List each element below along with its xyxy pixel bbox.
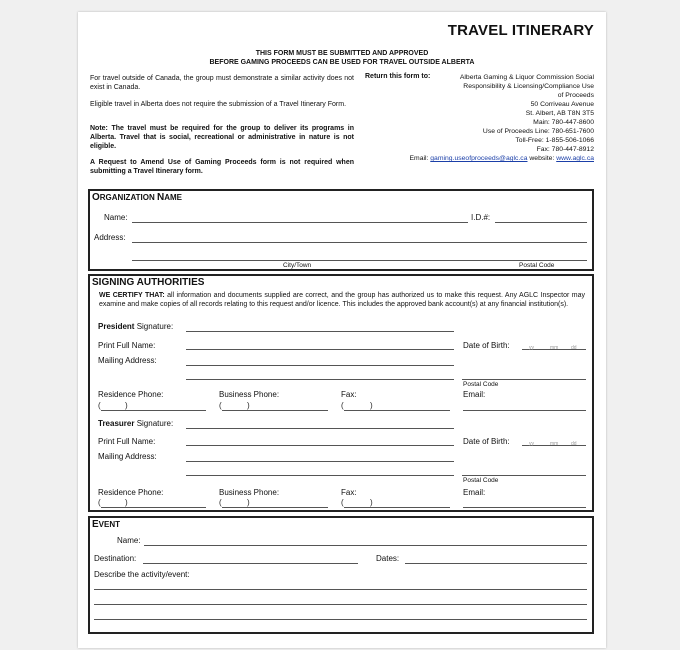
paren: ) [125, 401, 128, 410]
president-signature-label [98, 322, 173, 331]
heading-cap: O [92, 192, 100, 203]
treasurer-signature-field[interactable] [186, 428, 454, 429]
treasurer-residence-phone-field[interactable] [101, 507, 206, 508]
org-id-field[interactable] [495, 222, 587, 223]
signing-heading: SIGNING AUTHORITIES [92, 277, 205, 288]
president-business-phone-field[interactable] [222, 410, 328, 411]
treasurer-mailing-field-2[interactable] [186, 475, 454, 476]
email-link[interactable]: gaming.useofproceeds@aglc.ca [430, 155, 528, 162]
intro-paragraph-2: Eligible travel in Alberta does not require the submission of a Travel Itinerary Form. [90, 101, 347, 108]
form-page [78, 12, 606, 648]
treasurer-signature-label [98, 419, 173, 428]
president-postal-field[interactable] [462, 379, 586, 380]
address-line: Alberta Gaming & Liquor Commission Social [459, 74, 594, 81]
president-signature-field[interactable] [186, 331, 454, 332]
paren: ) [370, 498, 373, 507]
paren: ( [341, 401, 344, 410]
paren: ) [370, 401, 373, 410]
return-address [410, 73, 595, 163]
address-line: Main: 780-447-8600 [533, 119, 594, 126]
address-line: of Proceeds [557, 92, 594, 99]
paren: ( [98, 498, 101, 507]
president-business-phone-label: Business Phone: [219, 390, 280, 399]
intro-amend-note: A Request to Amend Use of Gaming Proceeds form is not required when submitting a Travel Itinerary form. [90, 159, 354, 175]
heading-cap: E [92, 519, 99, 530]
city-caption: City/Town [283, 262, 312, 269]
notice-line-1: THIS FORM MUST BE SUBMITTED AND APPROVED [255, 50, 429, 57]
heading-small: AME [164, 193, 182, 202]
event-section [88, 516, 594, 634]
treasurer-email-label: Email: [463, 488, 486, 497]
notice-line-2: BEFORE GAMING PROCEEDS CAN BE USED FOR TRAVEL OUTSIDE ALBERTA [209, 59, 475, 66]
paren: ) [125, 498, 128, 507]
signature-suffix: Signature: [134, 322, 174, 331]
org-address-label: Address: [94, 233, 126, 242]
website-link[interactable]: www.aglc.ca [556, 155, 594, 162]
treasurer-mailing-label: Mailing Address: [98, 452, 157, 461]
president-mailing-label: Mailing Address: [98, 356, 157, 365]
president-fax-field[interactable] [344, 410, 450, 411]
treasurer-postal-field[interactable] [462, 475, 586, 476]
heading-small: RGANIZATION [99, 193, 157, 202]
website-prefix: website: [527, 155, 557, 162]
treasurer-email-field[interactable] [463, 507, 586, 508]
email-prefix: Email: [409, 155, 431, 162]
treasurer-print-name-field[interactable] [186, 445, 454, 446]
treasurer-business-phone-label: Business Phone: [219, 488, 280, 497]
event-dates-field[interactable] [405, 563, 587, 564]
treasurer-postal-caption: Postal Code [463, 477, 499, 484]
postal-caption: Postal Code [519, 262, 555, 269]
address-line: 50 Corriveau Avenue [530, 101, 594, 108]
address-line: Responsibility & Licensing/Compliance Use [463, 83, 594, 90]
dob-mm: mm [550, 345, 559, 351]
event-describe-field-2[interactable] [94, 604, 587, 605]
org-id-label: I.D.#: [471, 213, 491, 222]
address-line: St. Albert, AB T8N 3T5 [525, 110, 594, 117]
dob-dd: dd [571, 345, 577, 351]
president-print-name-field[interactable] [186, 349, 454, 350]
paren: ) [247, 401, 250, 410]
address-line: Fax: 780-447-8912 [536, 146, 594, 153]
president-email-field[interactable] [463, 410, 586, 411]
event-describe-field-3[interactable] [94, 619, 587, 620]
president-dob-label: Date of Birth: [463, 341, 510, 350]
contact-line [410, 154, 595, 163]
president-mailing-field-2[interactable] [186, 379, 454, 380]
heading-small: VENT [98, 520, 121, 529]
treasurer-business-phone-field[interactable] [222, 507, 328, 508]
intro-note: Note: The travel must be required for the group to deliver its programs in Alberta. Travel that is social, recreational or administrative in nature is not eligible. [90, 125, 354, 150]
organization-heading [92, 192, 182, 203]
dob-dd: dd [571, 441, 577, 447]
treasurer-dob-label: Date of Birth: [463, 437, 510, 446]
heading-cap: N [156, 192, 165, 203]
org-address-field-2[interactable] [132, 260, 587, 261]
president-fax-label: Fax: [341, 390, 357, 399]
paren: ) [247, 498, 250, 507]
president-email-label: Email: [463, 390, 486, 399]
event-describe-label: Describe the activity/event: [94, 570, 190, 579]
dob-yy: yy [529, 345, 534, 351]
signing-authorities-section [88, 274, 594, 512]
treasurer-mailing-field[interactable] [186, 461, 454, 462]
org-name-field[interactable] [132, 222, 468, 223]
organization-section [88, 189, 594, 271]
dob-mm: mm [550, 441, 559, 447]
paren: ( [98, 401, 101, 410]
treasurer-residence-phone-label: Residence Phone: [98, 488, 164, 497]
certify-statement [99, 291, 585, 309]
paren: ( [341, 498, 344, 507]
president-role: President [98, 322, 135, 331]
address-line: Toll-Free: 1-855-506-1066 [515, 137, 594, 144]
event-describe-field[interactable] [94, 589, 587, 590]
president-residence-phone-label: Residence Phone: [98, 390, 164, 399]
event-dates-label: Dates: [376, 554, 400, 563]
event-heading [92, 519, 120, 530]
dob-yy: yy [529, 441, 534, 447]
signature-suffix: Signature: [134, 419, 174, 428]
certify-bold: WE CERTIFY THAT: [99, 292, 165, 299]
president-print-name-label: Print Full Name: [98, 341, 156, 350]
org-name-label: Name: [104, 213, 128, 222]
event-name-field[interactable] [144, 545, 587, 546]
president-mailing-field[interactable] [186, 365, 454, 366]
treasurer-role: Treasurer [98, 419, 135, 428]
event-destination-field[interactable] [143, 563, 358, 564]
org-address-field[interactable] [132, 242, 587, 243]
treasurer-fax-label: Fax: [341, 488, 357, 497]
return-to-label: Return this form to: [365, 73, 431, 80]
paren: ( [219, 498, 222, 507]
address-line: Use of Proceeds Line: 780-651-7600 [482, 128, 594, 135]
event-name-label: Name: [117, 536, 141, 545]
treasurer-fax-field[interactable] [344, 507, 450, 508]
president-postal-caption: Postal Code [463, 381, 499, 388]
paren: ( [219, 401, 222, 410]
intro-paragraph-1: For travel outside of Canada, the group must demonstrate a similar activity does not exist in Canada. [90, 75, 354, 91]
certify-text: all information and documents supplied are correct, and the group has authorized us to make this request. Any AGLC Inspector may examine and make copies of all records relating to this request and/or licence. This includes the approved bank account(s) at any financial institution(s). [99, 292, 585, 308]
form-title: TRAVEL ITINERARY [447, 22, 594, 39]
event-destination-label: Destination: [94, 554, 137, 563]
president-residence-phone-field[interactable] [101, 410, 206, 411]
treasurer-print-name-label: Print Full Name: [98, 437, 156, 446]
